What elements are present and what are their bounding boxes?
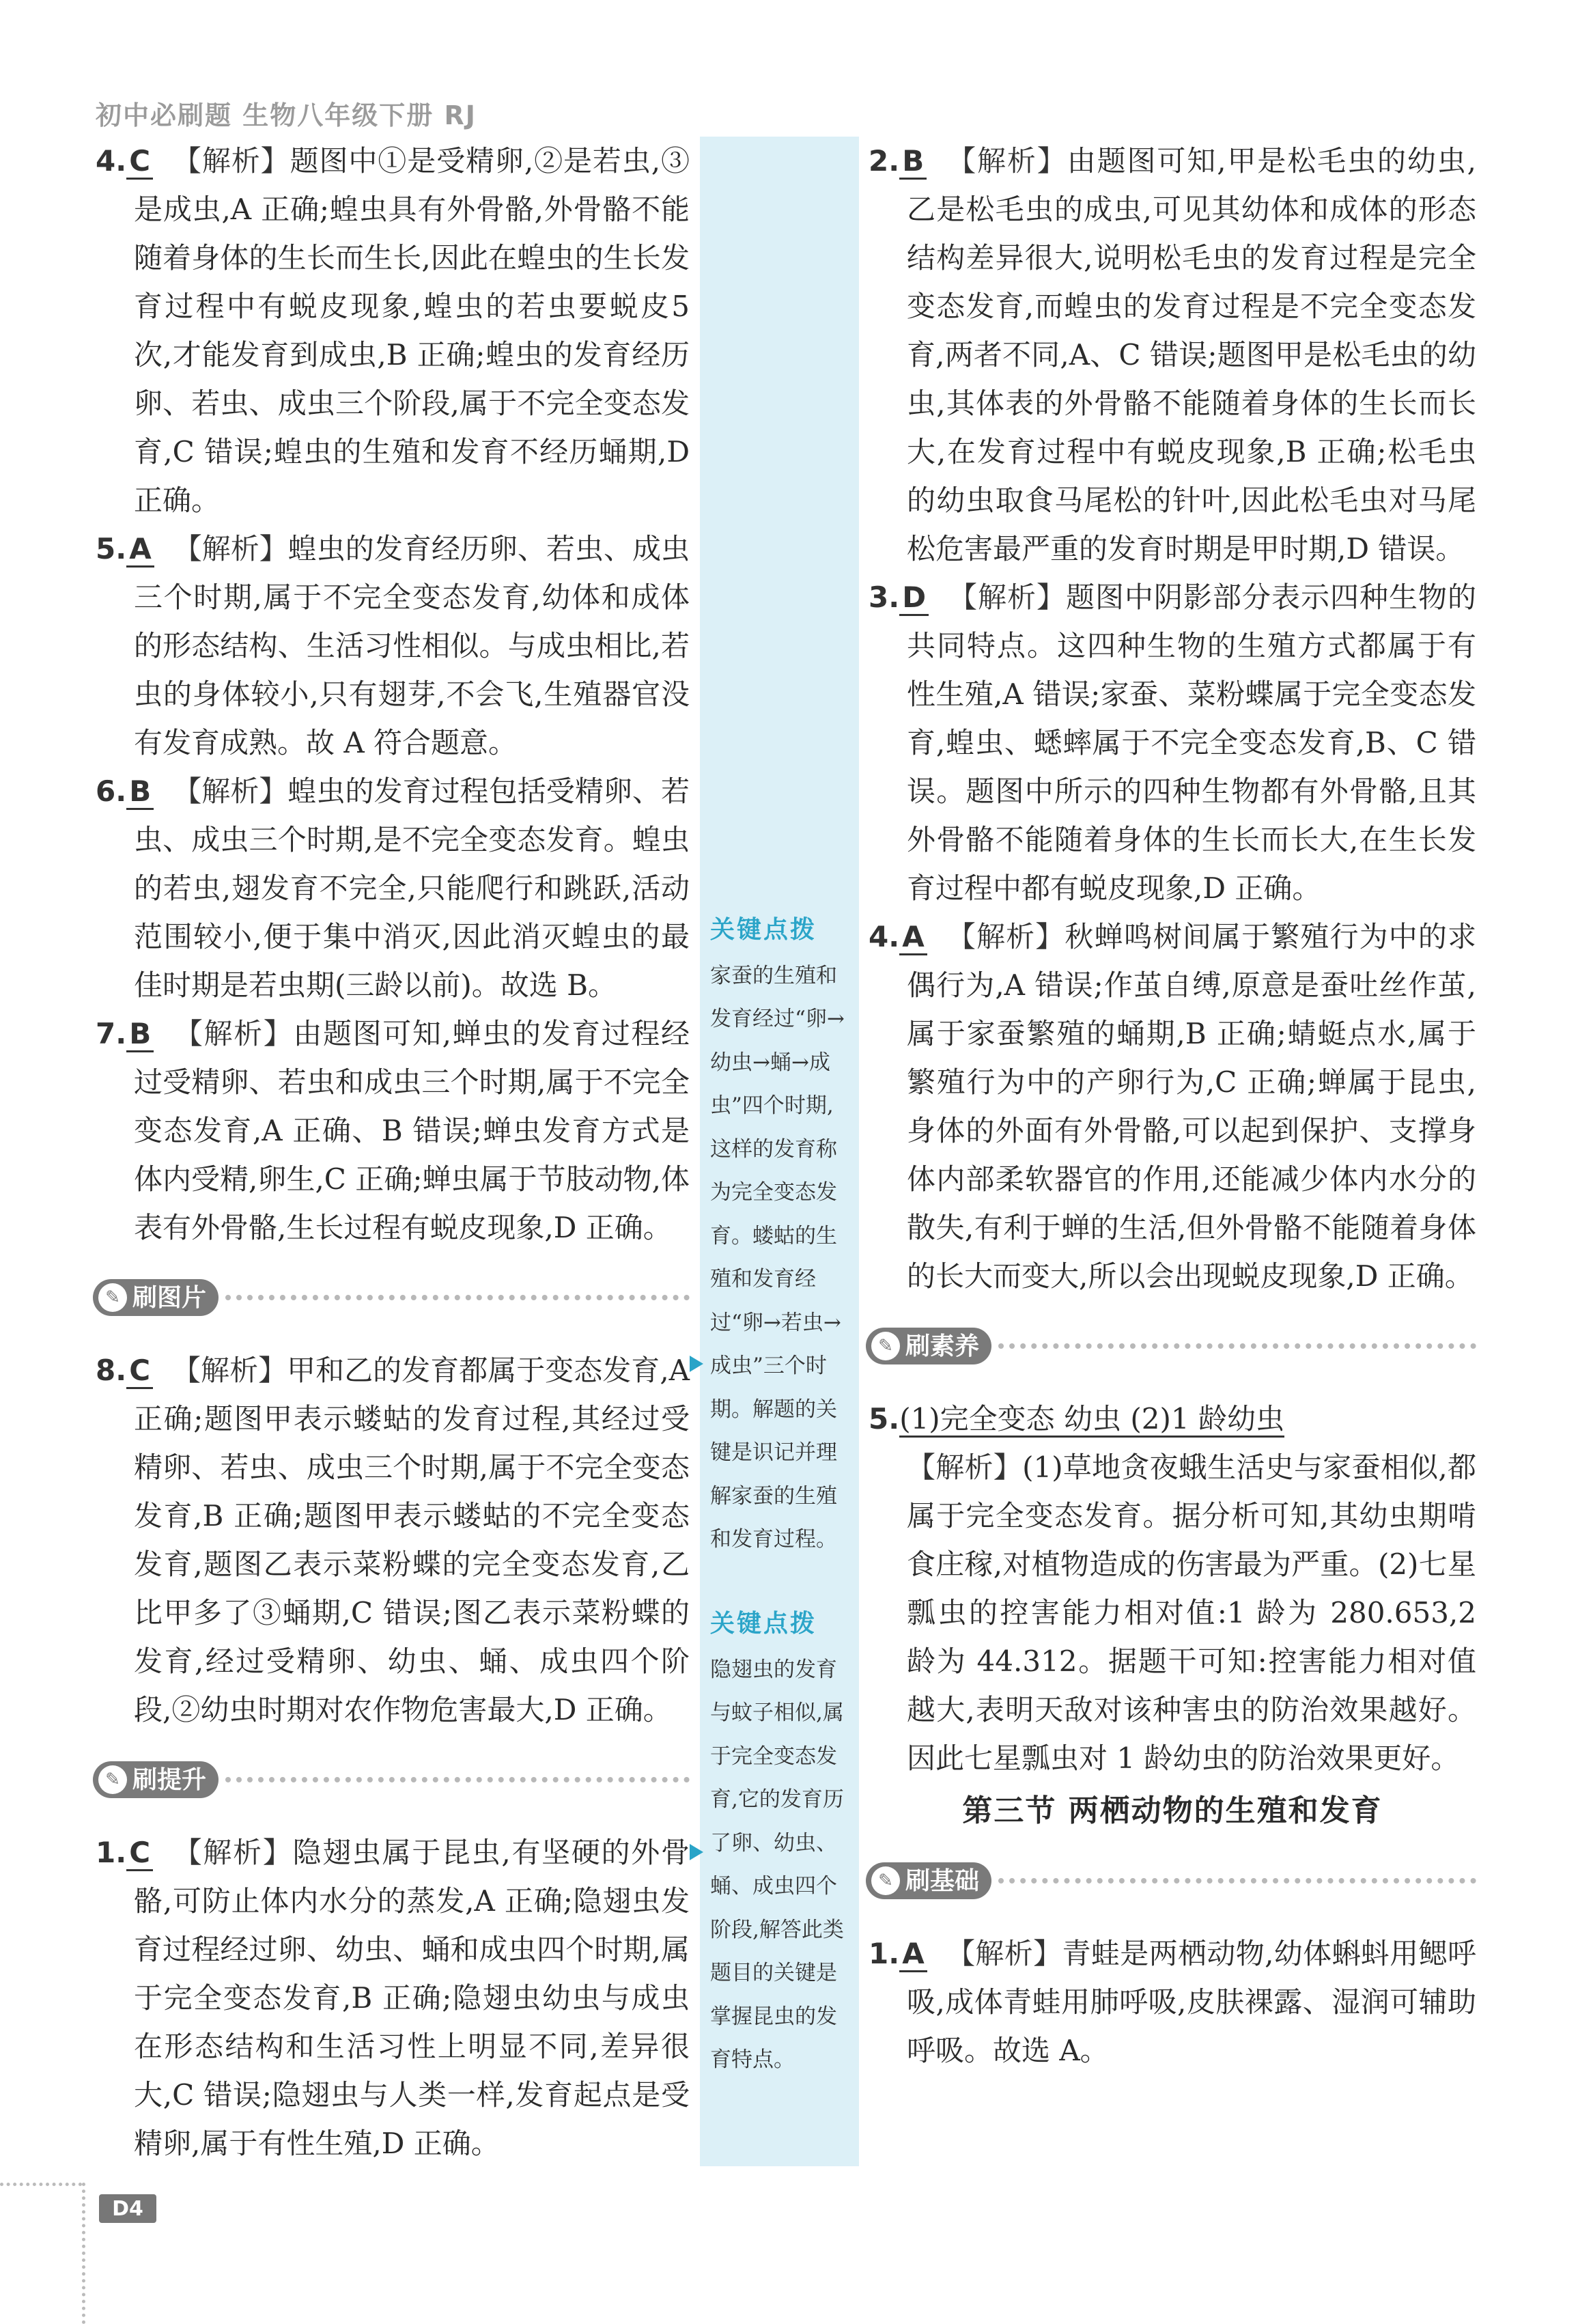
section-header-shua-tisheng	[93, 1749, 690, 1810]
section-header-shua-suyang	[866, 1315, 1476, 1377]
answer-item	[869, 1929, 1476, 2075]
question-number: 3.	[869, 580, 900, 614]
section-badge	[866, 1862, 991, 1899]
answer-letter: A	[899, 920, 927, 955]
tip-title: 关键点拨	[710, 915, 817, 944]
analysis-text: 由题图可知,蝉虫的发育过程经过受精卵、若虫和成虫三个时期,属于不完全变态发育,A 正确、B 错误;蝉虫发育方式是体内受精,卵生,C 正确;蝉虫属于节肢动物,体表有外骨骼,生长过程有蜕皮现象,D 正确。	[134, 1017, 690, 1244]
answer-letter: D	[899, 580, 929, 616]
question-number: 4.	[96, 144, 127, 178]
section-label: 刷基础	[905, 1866, 980, 1895]
answer-letter: A	[899, 1937, 927, 1972]
answer-item	[96, 767, 690, 1009]
section-label: 刷提升	[132, 1765, 207, 1794]
section-title: 第三节 两栖动物的生殖和发育	[962, 1793, 1383, 1828]
analysis-tag: 【解析】	[907, 1451, 1023, 1484]
analysis-tag: 【解析】	[946, 144, 1067, 178]
answer-letter: B	[126, 1017, 154, 1052]
analysis-tag: 【解析】	[173, 774, 288, 808]
dotted-divider	[998, 1343, 1476, 1349]
question-number: 2.	[869, 144, 900, 178]
page-number: D4	[99, 2194, 156, 2223]
question-number: 4.	[869, 920, 900, 953]
page-header: 初中必刷题 生物八年级下册 RJ	[96, 100, 477, 130]
answer-letter: B	[899, 144, 927, 180]
answer-item	[96, 1828, 690, 2168]
answer-item	[96, 1346, 690, 1734]
question-number: 6.	[96, 774, 127, 808]
answer-letter: B	[126, 774, 154, 810]
analysis-tag: 【解析】	[172, 144, 290, 178]
question-number: 8.	[96, 1354, 127, 1387]
section-badge	[93, 1279, 219, 1316]
analysis-tag: 【解析】	[946, 1937, 1062, 1970]
analysis-tag: 【解析】	[172, 1354, 287, 1387]
answer-item	[96, 524, 690, 767]
analysis-text: (1)草地贪夜蛾生活史与家蚕相似,都属于完全变态发育。据分析可知,其幼虫期啃食庄稼,对植物造成的伤害最为严重。(2)七星瓢虫的控害能力相对值:1 龄为 280.653,2 龄为 44.312。据题干可知:控害能力相对值越大,表明天敌对该种害虫的防治效果越好。因此七星瓢虫对 1 龄幼虫的防治效果更好。	[907, 1451, 1476, 1775]
analysis-text: 蝗虫的发育经历卵、若虫、成虫三个时期,属于不完全变态发育,幼体和成体的形态结构、生活习性相似。与成虫相比,若虫的身体较小,只有翅芽,不会飞,生殖器官没有发育成熟。故 A 符合题意。	[134, 532, 690, 759]
answer-letter: A	[126, 532, 154, 568]
answer-item	[869, 137, 1476, 573]
analysis-text: 青蛙是两栖动物,幼体蝌蚪用鳃呼吸,成体青蛙用肺呼吸,皮肤裸露、湿润可辅助呼吸。故选 A。	[907, 1937, 1476, 2067]
tip-box-2	[710, 1602, 850, 2082]
question-number: 5.	[869, 1402, 900, 1436]
left-column	[96, 137, 690, 2168]
section-header-shua-jichu	[866, 1850, 1476, 1912]
analysis-tag: 【解析】	[946, 920, 1065, 953]
tip-text: 家蚕的生殖和发育经过“卵→幼虫→蛹→成虫”四个时期,这样的发育称为完全变态发育。蝼蛄的生殖和发育经过“卵→若虫→成虫”三个时期。解题的关键是识记并理解家蚕的生殖和发育过程。	[710, 963, 845, 1552]
section-badge	[93, 1761, 219, 1798]
answer-item	[96, 137, 690, 524]
pencil-icon: ✎	[871, 1866, 900, 1895]
corner-decoration	[82, 2183, 85, 2324]
section-label: 刷素养	[905, 1332, 980, 1360]
answer-letter: C	[126, 1836, 153, 1871]
tip-title: 关键点拨	[710, 1609, 817, 1638]
answer-item	[96, 1009, 690, 1252]
arrow-right-icon	[690, 1356, 703, 1372]
question-number: 7.	[96, 1017, 127, 1050]
question-number: 1.	[96, 1836, 127, 1869]
answer-item	[869, 573, 1476, 912]
corner-decoration	[0, 2183, 82, 2186]
pencil-icon: ✎	[98, 1283, 127, 1312]
dotted-divider	[998, 1878, 1476, 1884]
dotted-divider	[225, 1777, 690, 1782]
analysis-text: 蝗虫的发育过程包括受精卵、若虫、成虫三个时期,是不完全变态发育。蝗虫的若虫,翅发育不完全,只能爬行和跳跃,活动范围较小,便于集中消灭,因此消灭蝗虫的最佳时期是若虫期(三龄以前)。故选 B。	[134, 774, 690, 1002]
arrow-right-icon	[690, 1844, 703, 1860]
answer-line: (1)完全变态 幼虫 (2)1 龄幼虫	[899, 1402, 1284, 1438]
pencil-icon: ✎	[871, 1332, 900, 1360]
right-column	[869, 137, 1476, 2075]
question-number: 1.	[869, 1937, 900, 1970]
analysis-text: 秋蝉鸣树间属于繁殖行为中的求偶行为,A 错误;作茧自缚,原意是蚕吐丝作茧,属于家蚕繁殖的蛹期,B 正确;蜻蜓点水,属于繁殖行为中的产卵行为,C 正确;蝉属于昆虫,身体的外面有外骨骼,可以起到保护、支撑身体内部柔软器官的作用,还能减少体内水分的散失,有利于蝉的生活,但外骨骼不能随着身体的长大而变大,所以会出现蜕皮现象,D 正确。	[907, 920, 1476, 1293]
analysis-text: 由题图可知,甲是松毛虫的幼虫,乙是松毛虫的成虫,可见其幼体和成体的形态结构差异很大,说明松毛虫的发育过程是完全变态发育,而蝗虫的发育过程是不完全变态发育,两者不同,A、C 错误;题图甲是松毛虫的幼虫,其体表的外骨骼不能随着身体的生长而长大,在发育过程中有蜕皮现象,B 正确;松毛虫的幼虫取食马尾松的针叶,因此松毛虫对马尾松危害最严重的发育时期是甲时期,D 错误。	[907, 144, 1476, 565]
answer-item	[869, 912, 1476, 1300]
dotted-divider	[225, 1295, 690, 1300]
analysis-tag: 【解析】	[948, 580, 1067, 614]
section-header-shua-tupian	[93, 1267, 690, 1328]
tip-box-1	[710, 908, 850, 1562]
analysis-text: 甲和乙的发育都属于变态发育,A 正确;题图甲表示蝼蛄的发育过程,其经过受精卵、若虫、成虫三个时期,属于不完全变态发育,B 正确;题图甲表示蝼蛄的不完全变态发育,题图乙表示菜粉蝶的完全变态发育,乙比甲多了③蛹期,C 错误;图乙表示菜粉蝶的发育,经过受精卵、幼虫、蛹、成虫四个阶段,②幼虫时期对农作物危害最大,D 正确。	[134, 1354, 690, 1726]
section-label: 刷图片	[132, 1283, 207, 1312]
section-badge	[866, 1328, 991, 1364]
analysis-tag: 【解析】	[173, 532, 288, 565]
analysis-tag: 【解析】	[173, 1017, 294, 1050]
answer-letter: C	[126, 144, 153, 180]
analysis-text: 题图中阴影部分表示四种生物的共同特点。这四种生物的生殖方式都属于有性生殖,A 错误;家蚕、菜粉蝶属于完全变态发育,蝗虫、蟋蟀属于不完全变态发育,B、C 错误。题图中所示的四种生物都有外骨骼,且其外骨骼不能随着身体的生长而长大,在生长发育过程中都有蜕皮现象,D 正确。	[907, 580, 1476, 905]
pencil-icon: ✎	[98, 1765, 127, 1794]
question-number: 5.	[96, 532, 127, 565]
answer-item	[869, 1395, 1476, 1782]
tip-text: 隐翅虫的发育与蚊子相似,属于完全变态发育,它的发育历了卵、幼虫、蛹、成虫四个阶段,解答此类题目的关键是掌握昆虫的发育特点。	[710, 1657, 844, 2072]
analysis-tag: 【解析】	[172, 1836, 293, 1869]
analysis-text: 题图中①是受精卵,②是若虫,③是成虫,A 正确;蝗虫具有外骨骼,外骨骼不能随着身体的生长而生长,因此在蝗虫的生长发育过程中有蜕皮现象,蝗虫的若虫要蜕皮5 次,才能发育到成虫,B 正确;蝗虫的发育经历卵、若虫、成虫三个阶段,属于不完全变态发育,C 错误;蝗虫的生殖和发育不经历蛹期,D 正确。	[134, 144, 690, 517]
analysis-text: 隐翅虫属于昆虫,有坚硬的外骨骼,可防止体内水分的蒸发,A 正确;隐翅虫发育过程经过卵、幼虫、蛹和成虫四个时期,属于完全变态发育,B 正确;隐翅虫幼虫与成虫在形态结构和生活习性上明显不同,差异很大,C 错误;隐翅虫与人类一样,发育起点是受精卵,属于有性生殖,D 正确。	[134, 1836, 690, 2160]
answer-letter: C	[126, 1354, 153, 1389]
